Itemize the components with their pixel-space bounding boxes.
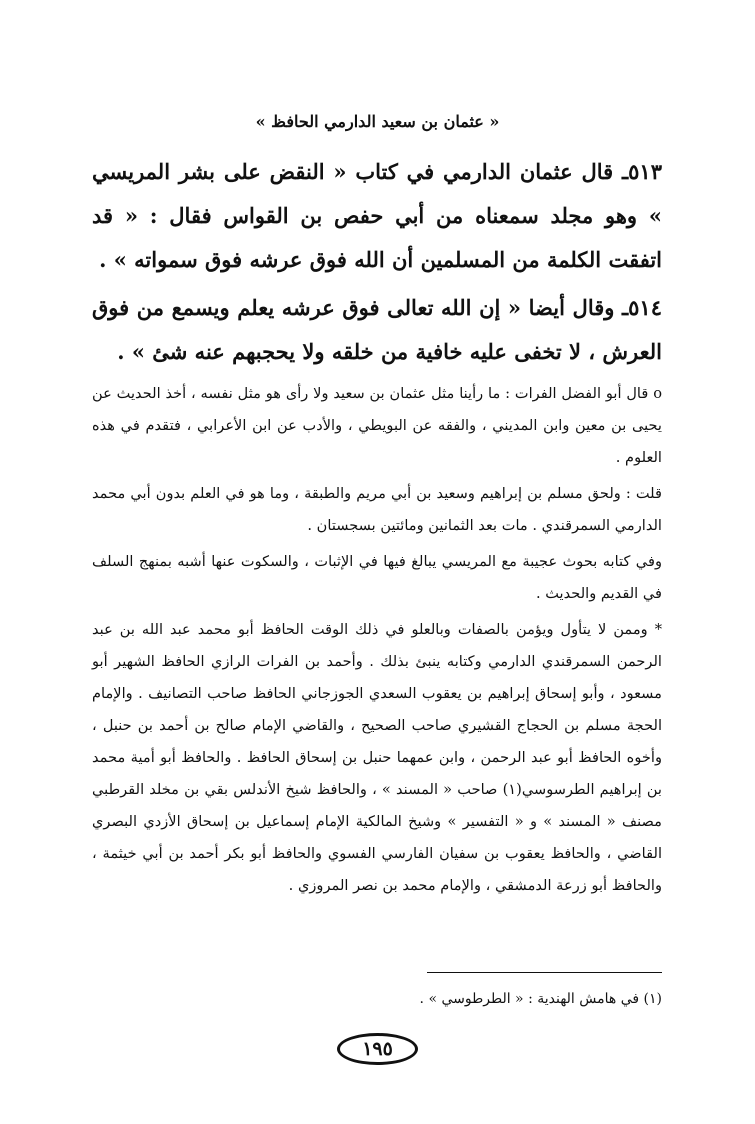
page-number: ١٩٥ (337, 1033, 418, 1065)
commentary-paragraph: * وممن لا يتأول ويؤمن بالصفات وبالعلو في ذلك الوقت الحافظ أبو محمد عبد الله بن عبد الرحمن السمرقندي الدارمي وكتابه ينبئ بذلك . وأحمد بن الفرات الرازي الحافظ الشهير أبو مسعود ، وأبو إسحاق إبراهيم بن يعقوب السعدي الجوزجاني الحافظ صاحب التصانيف . والإمام الحجة مسلم بن الحجاج القشيري صاحب الصحيح ، والقاضي الإمام صالح بن أحمد بن حنبل ، وأخوه الحافظ أبو عبد الرحمن ، وابن عمهما حنبل بن إسحاق الحافظ . والحافظ أبو أمية محمد بن إبراهيم الطرسوسي(١) صاحب « المسند » ، والحافظ شيخ الأندلس بقي بن مخلد القرطبي مصنف « المسند » و « التفسير » وشيخ المالكية الإمام إسماعيل بن إسحاق الأزدي البصري القاضي ، والحافظ يعقوب بن سفيان الفارسي الفسوي والحافظ أبو بكر أحمد بن أبي خيثمة ، والحافظ أبو زرعة الدمشقي ، والإمام محمد بن نصر المروزي . (92, 621, 662, 894)
footnote-divider (427, 972, 662, 973)
footnote: (١) في هامش الهندية : « الطرطوسي » . (419, 991, 662, 1007)
page-number-container (0, 1033, 755, 1065)
running-header: « عثمان بن سعيد الدارمي الحافظ » (255, 112, 500, 131)
commentary-paragraph: o قال أبو الفضل الفرات : ما رأينا مثل عثمان بن سعيد ولا رأى هو مثل نفسه ، أخذ الحديث عن يحيى بن معين وابن المديني ، والفقه عن البويطي ، والأدب عن ابن الأعرابي ، فتقدم في هذه العلوم . (92, 385, 662, 466)
paragraph-513: ٥١٣ـ قال عثمان الدارمي في كتاب « النقض على بشر المريسي » وهو مجلد سمعناه من أبي حفص بن القواس فقال : « قد اتفقت الكلمة من المسلمين أن الله فوق عرشه فوق سمواته » . (92, 159, 662, 272)
main-text (92, 150, 662, 906)
commentary-paragraph: قلت : ولحق مسلم بن إبراهيم وسعيد بن أبي مريم والطبقة ، وما هو في العلم بدون أبي محمد الدارمي السمرقندي . مات بعد الثمانين ومائتين بسجستان . (92, 485, 662, 534)
paragraph-514: ٥١٤ـ وقال أيضا « إن الله تعالى فوق عرشه يعلم ويسمع من فوق العرش ، لا تخفى عليه خافية من خلقه ولا يحجبهم عنه شئ » . (92, 295, 662, 364)
commentary-paragraph: وفي كتابه بحوث عجيبة مع المريسي يبالغ فيها في الإثبات ، والسكوت عنها أشبه بمنهج السلف في القديم والحديث . (92, 553, 662, 602)
